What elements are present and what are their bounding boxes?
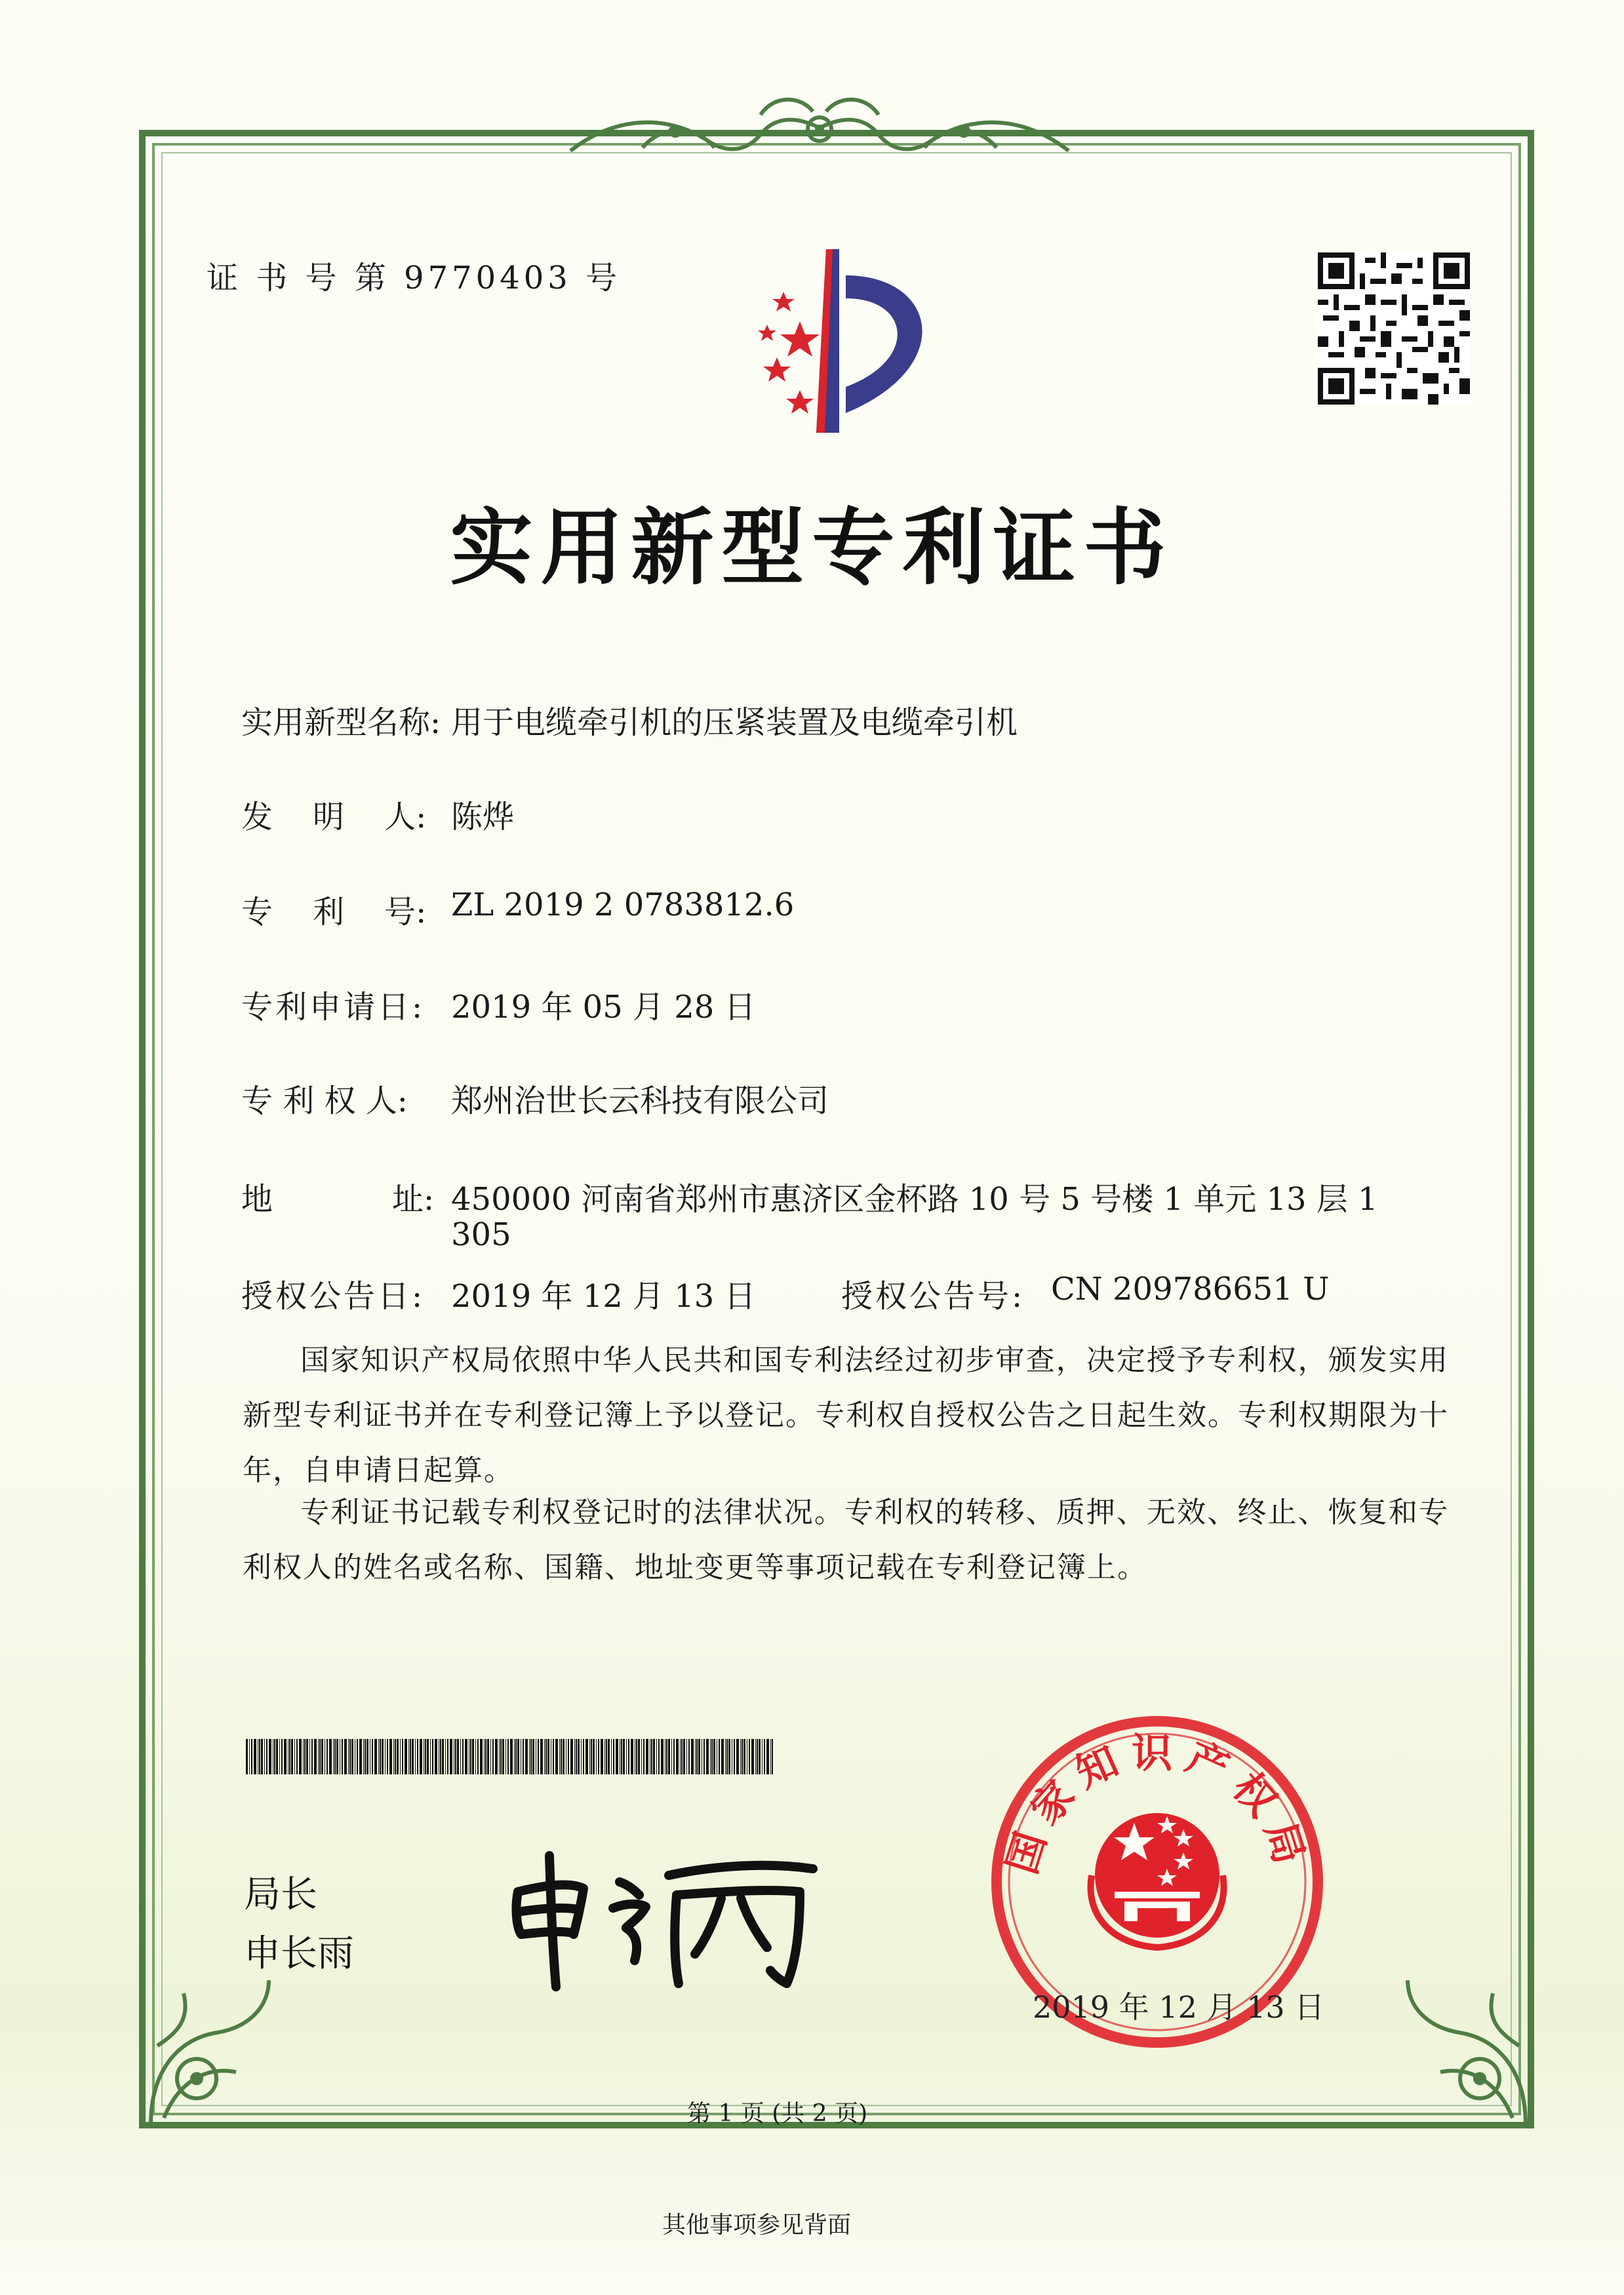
grant-date-value: 2019 年 12 月 13 日 bbox=[451, 1278, 756, 1315]
svg-text:国家知识产权局: 国家知识产权局 bbox=[997, 1729, 1317, 1880]
grant-date-label: 授权公告日: bbox=[241, 1278, 426, 1315]
legal-paragraph-2: 专利证书记载专利权登记时的法律状况。专利权的转移、质押、无效、终止、恢复和专利权人的姓名或名称、国籍、地址变更等事项记载在专利登记簿上。 bbox=[243, 1496, 1449, 1584]
name-label: 实用新型名称: bbox=[241, 704, 441, 741]
certificate-number: 证 书 号 第 9770403 号 bbox=[207, 260, 622, 296]
address-value-line2: 305 bbox=[451, 1216, 511, 1253]
seal-date: 2019 年 12 月 13 日 bbox=[1033, 1989, 1325, 2025]
patentee-value: 郑州治世长云科技有限公司 bbox=[451, 1083, 829, 1119]
name-value: 用于电缆牵引机的压紧装置及电缆牵引机 bbox=[451, 704, 1018, 741]
filing-date-label: 专利申请日: bbox=[241, 989, 426, 1026]
back-note: 其他事项参见背面 bbox=[662, 2212, 852, 2239]
page-indicator: 第 1 页 (共 2 页) bbox=[687, 2100, 868, 2127]
filing-date-value: 2019 年 05 月 28 日 bbox=[451, 989, 756, 1026]
patent-office-logo-icon bbox=[721, 243, 970, 439]
handwritten-signature bbox=[505, 1829, 852, 2000]
qr-code-icon bbox=[1318, 252, 1470, 405]
top-ornament-icon bbox=[564, 89, 1075, 174]
inventor-value: 陈烨 bbox=[451, 799, 515, 835]
corner-ornament-bottom-right-icon bbox=[1388, 1967, 1539, 2138]
corner-ornament-bottom-left-icon bbox=[138, 1967, 288, 2138]
grant-number-label: 授权公告号: bbox=[841, 1278, 1025, 1315]
signatory-title: 局长 bbox=[244, 1873, 317, 1916]
patent-number-label: 专 利 号: bbox=[241, 894, 427, 930]
grant-number-value: CN 209786651 U bbox=[1051, 1271, 1330, 1307]
address-label-second: 址: bbox=[392, 1181, 435, 1218]
patentee-label: 专 利 权 人: bbox=[241, 1083, 408, 1119]
address-label-first: 地 bbox=[241, 1181, 273, 1218]
barcode-icon bbox=[246, 1739, 774, 1774]
signatory-name: 申长雨 bbox=[244, 1932, 354, 1975]
certificate-title: 实用新型专利证书 bbox=[450, 499, 1174, 596]
inventor-label: 发 明 人: bbox=[241, 799, 427, 835]
legal-paragraph-1: 国家知识产权局依照中华人民共和国专利法经过初步审查，决定授予专利权，颁发实用新型专利证书并在专利登记簿上予以登记。专利权自授权公告之日起生效。专利权期限为十年，自申请日起算。 bbox=[243, 1344, 1449, 1487]
address-value-line1: 450000 河南省郑州市惠济区金杯路 10 号 5 号楼 1 单元 13 层 1 bbox=[451, 1181, 1378, 1218]
patent-number-value: ZL 2019 2 0783812.6 bbox=[451, 887, 795, 923]
